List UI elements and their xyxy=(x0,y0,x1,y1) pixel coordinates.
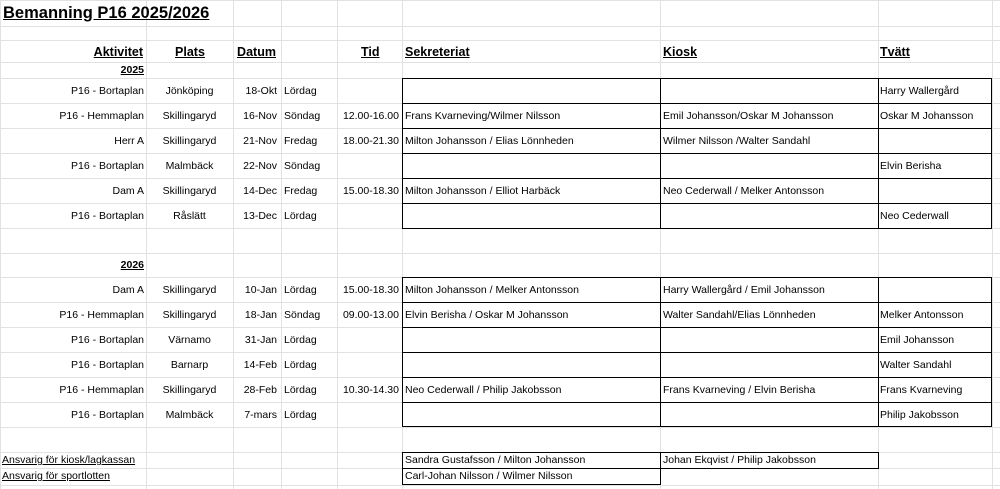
kiosk-ansvar-kiosk[interactable]: Johan Ekqvist / Philip Jakobsson xyxy=(663,454,816,466)
cell-plats[interactable]: Råslätt xyxy=(173,210,206,222)
cell-aktivitet[interactable]: P16 - Hemmaplan xyxy=(59,110,144,122)
cell-dag[interactable]: Lördag xyxy=(284,334,317,346)
cell-datum[interactable]: 18-Jan xyxy=(244,309,277,321)
cell-aktivitet[interactable]: P16 - Bortaplan xyxy=(71,160,144,172)
header-aktivitet[interactable]: Aktivitet xyxy=(93,45,143,59)
year-2025-label[interactable]: 2025 xyxy=(120,64,144,76)
cell-aktivitet[interactable]: P16 - Hemmaplan xyxy=(59,384,144,396)
cell-dag[interactable]: Söndag xyxy=(284,309,321,321)
cell-kiosk[interactable]: Emil Johansson/Oskar M Johansson xyxy=(663,110,834,122)
cell-plats[interactable]: Skillingaryd xyxy=(162,110,217,122)
cell-dag[interactable]: Lördag xyxy=(284,85,317,97)
cell-aktivitet[interactable]: Dam A xyxy=(112,284,144,296)
cell-dag[interactable]: Söndag xyxy=(284,110,321,122)
cell-aktivitet[interactable]: P16 - Bortaplan xyxy=(71,334,144,346)
cell-kiosk[interactable]: Neo Cederwall / Melker Antonsson xyxy=(663,185,825,197)
cell-kiosk[interactable]: Harry Wallergård / Emil Johansson xyxy=(663,284,825,296)
header-datum[interactable]: Datum xyxy=(237,45,276,59)
header-kiosk[interactable]: Kiosk xyxy=(663,45,698,59)
cell-tid[interactable] xyxy=(337,353,399,377)
cell-plats[interactable]: Skillingaryd xyxy=(162,384,217,396)
cell-kiosk[interactable]: Frans Kvarneving / Elvin Berisha xyxy=(663,384,816,396)
cell-plats[interactable]: Värnamo xyxy=(168,334,211,346)
cell-tid[interactable]: 15.00-18.30 xyxy=(342,185,399,197)
grid-row-line xyxy=(0,26,1000,27)
cell-datum[interactable]: 31-Jan xyxy=(244,334,277,346)
header-sekreteriat[interactable]: Sekreteriat xyxy=(405,45,470,59)
cell-plats[interactable]: Skillingaryd xyxy=(162,309,217,321)
cell-tid[interactable] xyxy=(337,403,399,427)
cell-plats[interactable]: Skillingaryd xyxy=(162,284,217,296)
grid-column-line xyxy=(992,0,993,489)
cell-plats[interactable]: Skillingaryd xyxy=(162,135,217,147)
cell-dag[interactable]: Lördag xyxy=(284,359,317,371)
cell-datum[interactable]: 28-Feb xyxy=(243,384,277,396)
cell-plats[interactable]: Barnarp xyxy=(170,359,209,371)
kiosk-ansvar-label[interactable]: Ansvarig för kiosk/lagkassan xyxy=(2,454,136,466)
cell-tvatt[interactable]: Frans Kvarneving xyxy=(880,384,963,396)
cell-tid[interactable] xyxy=(337,154,399,178)
cell-dag[interactable]: Lördag xyxy=(284,409,317,421)
cell-datum[interactable]: 14-Dec xyxy=(243,185,277,197)
cell-tvatt[interactable]: Emil Johansson xyxy=(880,334,955,346)
cell-tvatt[interactable]: Melker Antonsson xyxy=(880,309,964,321)
sheet-title[interactable]: Bemanning P16 2025/2026 xyxy=(3,4,210,22)
cell-sekreteriat[interactable]: Milton Johansson / Elias Lönnheden xyxy=(405,135,574,147)
cell-tvatt[interactable]: Walter Sandahl xyxy=(880,359,952,371)
cell-plats[interactable]: Skillingaryd xyxy=(162,185,217,197)
cell-kiosk[interactable]: Wilmer Nilsson /Walter Sandahl xyxy=(663,135,811,147)
cell-tid[interactable]: 15.00-18.30 xyxy=(342,284,399,296)
cell-dag[interactable]: Fredag xyxy=(284,135,318,147)
cell-aktivitet[interactable]: Herr A xyxy=(114,135,144,147)
kiosk-ansvar-divider xyxy=(660,452,661,469)
grid-row-line xyxy=(0,485,1000,486)
cell-plats[interactable]: Malmbäck xyxy=(165,409,214,421)
cell-tid[interactable]: 09.00-13.00 xyxy=(342,309,399,321)
cell-datum[interactable]: 21-Nov xyxy=(243,135,277,147)
cell-datum[interactable]: 16-Nov xyxy=(243,110,277,122)
cell-aktivitet[interactable]: P16 - Bortaplan xyxy=(71,409,144,421)
sport-ansvar-label[interactable]: Ansvarig för sportlotten xyxy=(2,470,110,482)
cell-tvatt[interactable]: Neo Cederwall xyxy=(880,210,949,222)
header-tid[interactable]: Tid xyxy=(361,45,380,59)
cell-aktivitet[interactable]: P16 - Bortaplan xyxy=(71,359,144,371)
cell-sekreteriat[interactable]: Milton Johansson / Melker Antonsson xyxy=(405,284,579,296)
cell-dag[interactable]: Söndag xyxy=(284,160,321,172)
cell-sekreteriat[interactable]: Neo Cederwall / Philip Jakobsson xyxy=(405,384,562,396)
cell-dag[interactable]: Lördag xyxy=(284,210,317,222)
cell-tvatt[interactable]: Elvin Berisha xyxy=(880,160,942,172)
cell-tid[interactable] xyxy=(337,79,399,103)
cell-tvatt[interactable]: Oskar M Johansson xyxy=(880,110,974,122)
cell-datum[interactable]: 7-mars xyxy=(244,409,277,421)
cell-datum[interactable]: 14-Feb xyxy=(243,359,277,371)
cell-tid[interactable]: 18.00-21.30 xyxy=(342,135,399,147)
year-2026-label[interactable]: 2026 xyxy=(120,259,144,271)
cell-aktivitet[interactable]: P16 - Hemmaplan xyxy=(59,309,144,321)
cell-datum[interactable]: 10-Jan xyxy=(244,284,277,296)
cell-kiosk[interactable]: Walter Sandahl/Elias Lönnheden xyxy=(663,309,816,321)
cell-aktivitet[interactable]: P16 - Bortaplan xyxy=(71,210,144,222)
cell-plats[interactable]: Malmbäck xyxy=(165,160,214,172)
sport-ansvar-names[interactable]: Carl-Johan Nilsson / Wilmer Nilsson xyxy=(405,470,573,482)
grid-row-line xyxy=(0,253,1000,254)
grid-row-line xyxy=(0,427,1000,428)
cell-datum[interactable]: 22-Nov xyxy=(243,160,277,172)
cell-tvatt[interactable]: Harry Wallergård xyxy=(880,85,959,97)
cell-datum[interactable]: 18-Okt xyxy=(245,85,277,97)
cell-dag[interactable]: Lördag xyxy=(284,384,317,396)
header-plats[interactable]: Plats xyxy=(175,45,205,59)
cell-dag[interactable]: Lördag xyxy=(284,284,317,296)
cell-datum[interactable]: 13-Dec xyxy=(243,210,277,222)
cell-plats[interactable]: Jönköping xyxy=(165,85,214,97)
cell-sekreteriat[interactable]: Frans Kvarneving/Wilmer Nilsson xyxy=(405,110,561,122)
cell-dag[interactable]: Fredag xyxy=(284,185,318,197)
grid-column-line xyxy=(281,0,282,489)
cell-tid[interactable]: 10.30-14.30 xyxy=(342,384,399,396)
cell-sekreteriat[interactable]: Elvin Berisha / Oskar M Johansson xyxy=(405,309,569,321)
cell-tid[interactable] xyxy=(337,328,399,352)
cell-tvatt[interactable]: Philip Jakobsson xyxy=(880,409,959,421)
cell-aktivitet[interactable]: Dam A xyxy=(112,185,144,197)
cell-aktivitet[interactable]: P16 - Bortaplan xyxy=(71,85,144,97)
cell-tid[interactable] xyxy=(337,204,399,228)
cell-tid[interactable]: 12.00-16.00 xyxy=(342,110,399,122)
cell-sekreteriat[interactable]: Milton Johansson / Elliot Harbäck xyxy=(405,185,561,197)
header-tvatt[interactable]: Tvätt xyxy=(880,45,910,59)
kiosk-ansvar-sekreteriat[interactable]: Sandra Gustafsson / Milton Johansson xyxy=(405,454,586,466)
